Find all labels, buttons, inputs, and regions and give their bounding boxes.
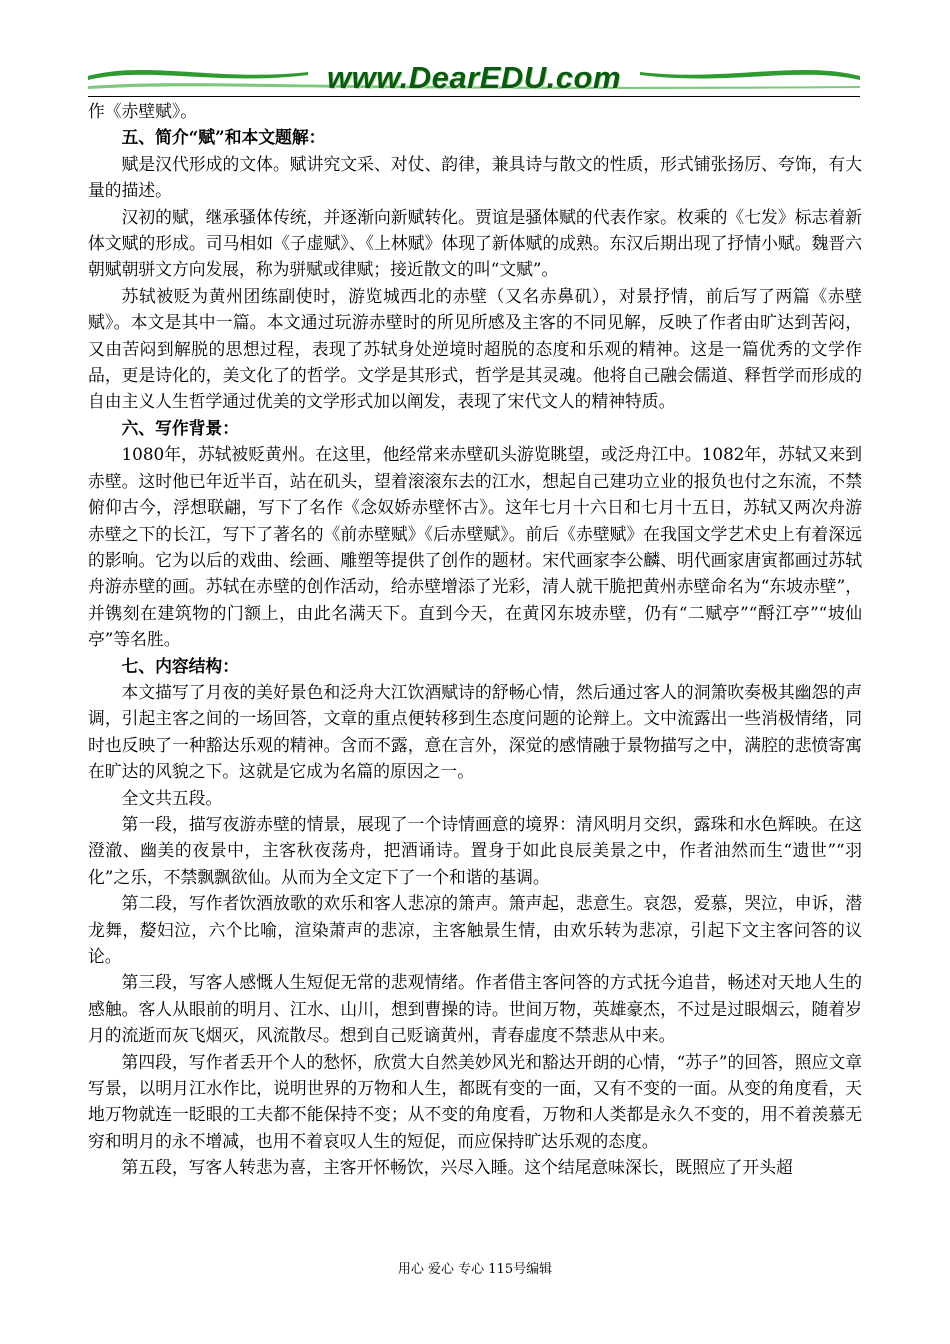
section-heading: 七、内容结构： (121, 655, 239, 676)
site-logo: www.DearEDU.com (326, 60, 622, 95)
paragraph: 第五段，写客人转悲为喜，主客开怀畅饮，兴尽入睡。这个结尾意味深长，既照应了开头超 (121, 1157, 793, 1178)
site-header (88, 56, 860, 96)
paragraph: 1080年，苏轼被贬黄州。在这里，他经常来赤壁矶头游览眺望，或泛舟江中。1082年，苏轼又来到赤壁。这时他已年近半百，站在矶头，望着滚滚东去的江水，想起自己建功立业的报负也付之东流，不禁俯仰古今，浮想联翩，写下了名作《念奴娇赤壁怀古》。这年七月十六日和七月十五日，苏轼又两次舟游赤壁之下的长江，写下了著名的《前赤壁赋》《后赤壁赋》。前后《赤壁赋》在我国文学艺术史上有着深远的影响。它为以后的戏曲、绘画、雕塑等提供了创作的题材。宋代画家李公麟、明代画家唐寅都画过苏轼舟游赤壁的画。苏轼在赤壁的创作活动，给赤壁增添了光彩，清人就干脆把黄州赤壁命名为“东坡赤壁”，并镌刻在建筑物的门额上，由此名满天下。直到今天，在黄冈东坡赤壁，仍有“二赋亭”“酹江亭”“坡仙亭”等名胜。 (88, 444, 862, 650)
paragraph: 本文描写了月夜的美好景色和泛舟大江饮酒赋诗的舒畅心情，然后通过客人的洞箫吹奏极其幽怨的声调，引起主客之间的一场回答，文章的重点便转移到生态度问题的论辩上。文中流露出一些消极情绪，同时也反映了一种豁达乐观的精神。含而不露，意在言外，深觉的感情融于景物描写之中，满腔的悲愤寄寓在旷达的风貌之下。这就是它成为名篇的原因之一。 (88, 681, 862, 782)
document-body (88, 98, 862, 1181)
section-heading: 六、写作背景： (121, 417, 239, 438)
paragraph: 汉初的赋，继承骚体传统，并逐渐向新赋转化。贾谊是骚体赋的代表作家。枚乘的《七发》标志着新体文赋的形成。司马相如《子虚赋》、《上林赋》体现了新体赋的成熟。东汉后期出现了抒情小赋。魏晋六朝赋朝骈文方向发展，称为骈赋或律赋；接近散文的叫“文赋”。 (88, 206, 862, 280)
paragraph: 作《赤壁赋》。 (88, 101, 198, 121)
paragraph: 第二段，写作者饮酒放歌的欢乐和客人悲凉的箫声。箫声起，悲意生。哀怨，爱慕，哭泣，申诉，潜龙舞，嫠妇泣，六个比喻，渲染萧声的悲凉，主客触景生情，由欢乐转为悲凉，引起下文主客问答的议论。 (88, 893, 862, 966)
paragraph: 第四段，写作者丢开个人的愁怀，欣赏大自然美妙风光和豁达开朗的心情，“苏子”的回答，照应文章写景，以明月江水作比，说明世界的万物和人生，都既有变的一面，又有不变的一面。从变的角度看，天地万物就连一眨眼的工夫都不能保持不变；从不变的角度看，万物和人类都是永久不变的，用不着羡慕无穷和明月的永不增减，也用不着哀叹人生的短促，而应保持旷达乐观的态度。 (88, 1051, 862, 1151)
paragraph: 赋是汉代形成的文体。赋讲究文采、对仗、韵律，兼具诗与散文的性质，形式铺张扬厉、夸饰，有大量的描述。 (88, 153, 862, 201)
paragraph: 第一段，描写夜游赤壁的情景，展现了一个诗情画意的境界：清风明月交织，露珠和水色辉映。在这澄澈、幽美的夜景中，主客秋夜荡舟，把酒诵诗。置身于如此良辰美景之中，作者油然而生“遗世”“羽化”之乐，不禁飘飘欲仙。从而为全文定下了一个和谐的基调。 (88, 813, 862, 887)
paragraph: 第三段，写客人感慨人生短促无常的悲观情绪。作者借主客问答的方式抚今追昔，畅述对天地人生的感触。客人从眼前的明月、江水、山川，想到曹操的诗。世间万物，英雄豪杰，不过是过眼烟云，随着岁月的流逝而灰飞烟灭，风流散尽。想到自己贬谪黄州，青春虚度不禁悲从中来。 (88, 972, 862, 1046)
section-heading: 五、简介“赋”和本文题解： (121, 127, 326, 148)
page-footer: 用心 爱心 专心 115号编辑 (397, 1262, 553, 1277)
paragraph: 苏轼被贬为黄州团练副使时，游览城西北的赤壁（又名赤鼻矶），对景抒情，前后写了两篇《赤壁赋》。本文是其中一篇。本文通过玩游赤壁时的所见所感及主客的不同见解，反映了作者由旷达到苦闷，又由苦闷到解脱的思想过程，表现了苏轼身处逆境时超脱的态度和乐观的精神。这是一篇优秀的文学作品，更是诗化的，美文化了的哲学。文学是其形式，哲学是其灵魂。他将自己融会儒道、释哲学而形成的自由主义人生哲学通过优美的文学形式加以阐发，表现了宋代文人的精神特质。 (88, 285, 862, 412)
paragraph: 全文共五段。 (121, 787, 223, 808)
header-rule (88, 96, 860, 97)
